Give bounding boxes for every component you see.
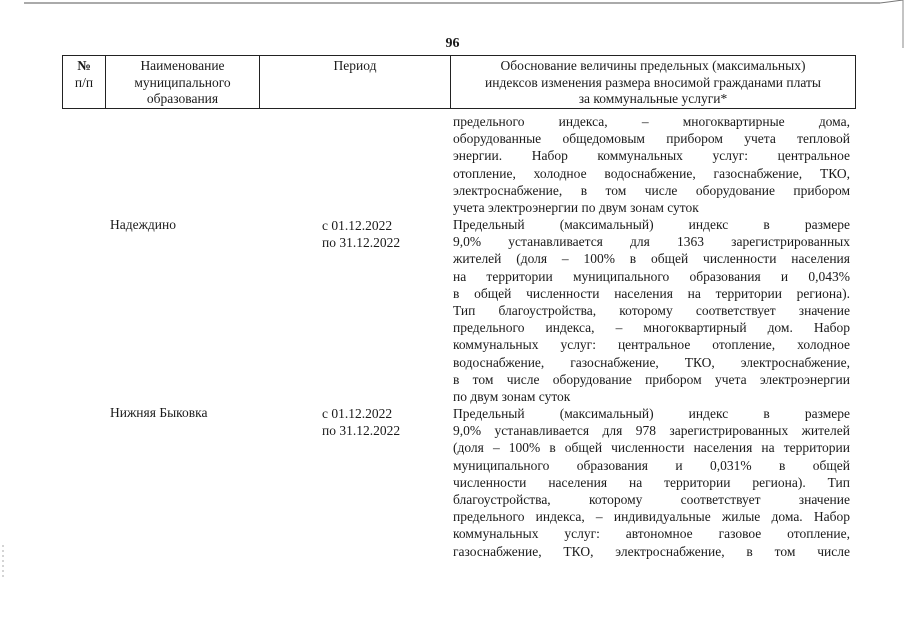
row-nizhnyaya-bykovka-justification: Предельный (максимальный) индекс в размере 9,0% устанавливается для 978 зарегистрированных жителей (доля – 100% в общей численности населения на территории муниципального образования и 0,031% в общей численности населения на территории региона). Тип благоустройства, которому соответствует значение предельного индекса, – индивидуальные жилые дома. Набор коммунальных услуг: автономное газовое отопление, газоснабжение, ТКО, электроснабжение, в том числе: [453, 406, 850, 559]
limit-index-table: [62, 55, 856, 109]
header-period: Период: [259, 56, 450, 108]
table-header: [62, 55, 856, 109]
row-nadezhdino-period: с 01.12.2022 по 31.12.2022: [322, 218, 401, 250]
page-number: 96: [445, 36, 460, 51]
row-nizhnyaya-bykovka-period: с 01.12.2022 по 31.12.2022: [322, 406, 401, 438]
header-municipality: Наименование муниципального образования: [105, 56, 259, 108]
row-nadezhdino-justification: Предельный (максимальный) индекс в размере 9,0% устанавливается для 1363 зарегистрированных жителей (доля – 100% в общей численности населения на территории муниципального образования и 0,043% в общей численности населения на территории региона). Тип благоустройства, которому соответствует значение предельного индекса, – многоквартирный дом. Набор коммунальных услуг: центральное отопление, холодное водоснабжение, газоснабжение, ТКО, электроснабжение, в том числе оборудование прибором учета электроэнергии по двум зонам суток: [453, 217, 850, 405]
row-nadezhdino-name: Надеждино: [110, 217, 176, 232]
continuation-text: предельного индекса, – многоквартирные дома, оборудованные общедомовым прибором учета тепловой энергии. Набор коммунальных услуг: центральное отопление, холодное водоснабжение, газоснабжение, ТКО, электроснабжение, в том числе оборудование прибором учета электроэнергии по двум зонам суток: [453, 114, 850, 216]
header-justification: Обоснование величины предельных (максимальных) индексов изменения размера вносимой гражданами платы за коммунальные услуги*: [450, 56, 855, 108]
header-number: № п/п: [74, 58, 94, 90]
row-nizhnyaya-bykovka-name: Нижняя Быковка: [110, 405, 208, 420]
